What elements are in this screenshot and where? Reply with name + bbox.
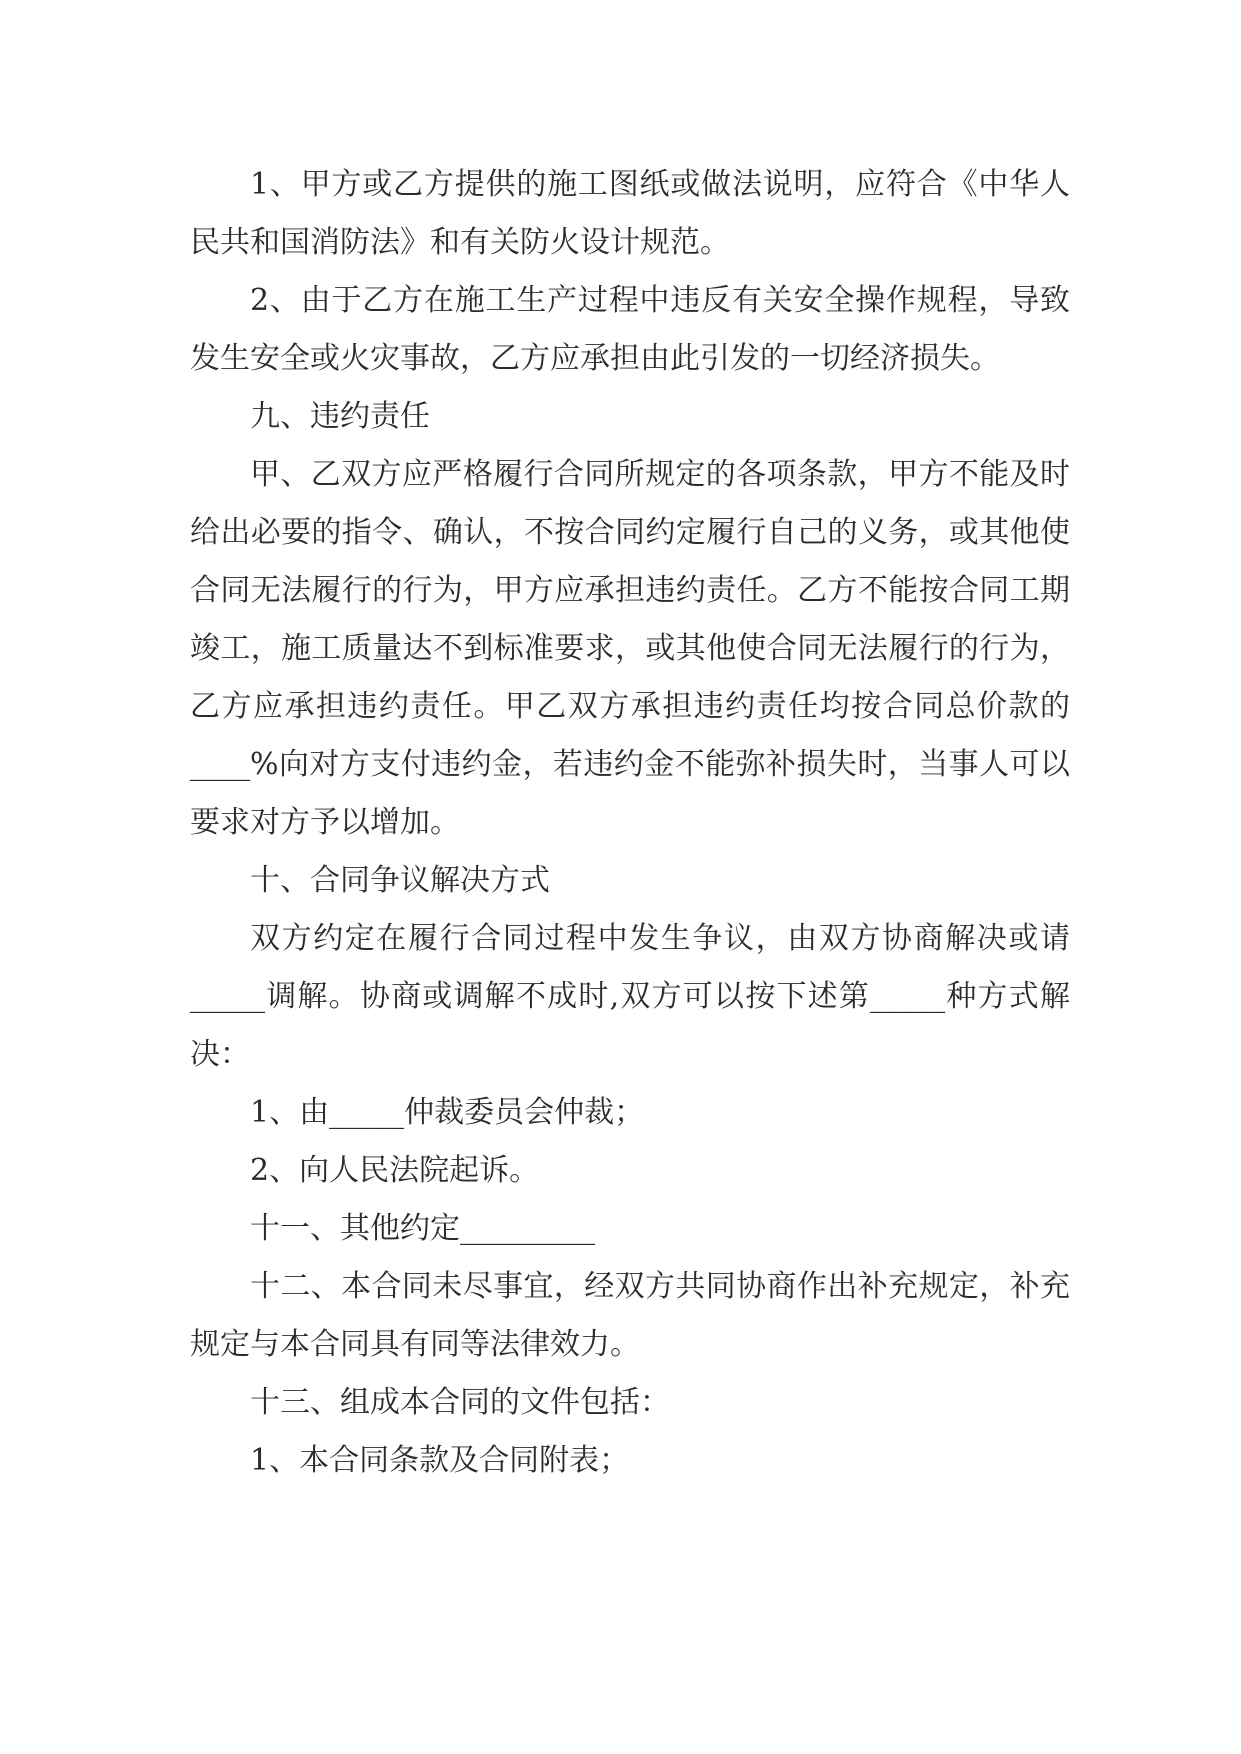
document-body bbox=[190, 156, 1070, 1490]
paragraph-dispute-resolution: 双方约定在履行合同过程中发生争议，由双方协商解决或请_____调解。协商或调解不成时,双方可以按下述第_____种方式解决： bbox=[190, 921, 1070, 1072]
heading-breach-liability: 九、违约责任 bbox=[250, 399, 430, 434]
paragraph-fire-code-compliance: 1、甲方或乙方提供的施工图纸或做法说明，应符合《中华人民共和国消防法》和有关防火设计规范。 bbox=[190, 167, 1070, 260]
item-arbitration: 1、由_____仲裁委员会仲裁； bbox=[250, 1095, 645, 1130]
paragraph-safety-accident-liability: 2、由于乙方在施工生产过程中违反有关安全操作规程，导致发生安全或火灾事故，乙方应承担由此引发的一切经济损失。 bbox=[190, 283, 1070, 376]
item-contract-terms-and-schedules: 1、本合同条款及合同附表； bbox=[250, 1443, 630, 1478]
heading-dispute-resolution: 十、合同争议解决方式 bbox=[250, 863, 550, 898]
heading-contract-documents: 十三、组成本合同的文件包括： bbox=[250, 1385, 670, 1420]
heading-other-agreements: 十一、其他约定_________ bbox=[250, 1211, 595, 1246]
item-court-litigation: 2、向人民法院起诉。 bbox=[250, 1153, 540, 1188]
paragraph-supplementary-provisions: 十二、本合同未尽事宜，经双方共同协商作出补充规定，补充规定与本合同具有同等法律效力。 bbox=[190, 1269, 1070, 1362]
paragraph-breach-liability: 甲、乙双方应严格履行合同所规定的各项条款，甲方不能及时给出必要的指令、确认，不按合同约定履行自己的义务，或其他使合同无法履行的行为，甲方应承担违约责任。乙方不能按合同工期竣工，施工质量达不到标准要求，或其他使合同无法履行的行为，乙方应承担违约责任。甲乙双方承担违约责任均按合同总价款的____%向对方支付违约金，若违约金不能弥补损失时，当事人可以要求对方予以增加。 bbox=[190, 457, 1070, 840]
